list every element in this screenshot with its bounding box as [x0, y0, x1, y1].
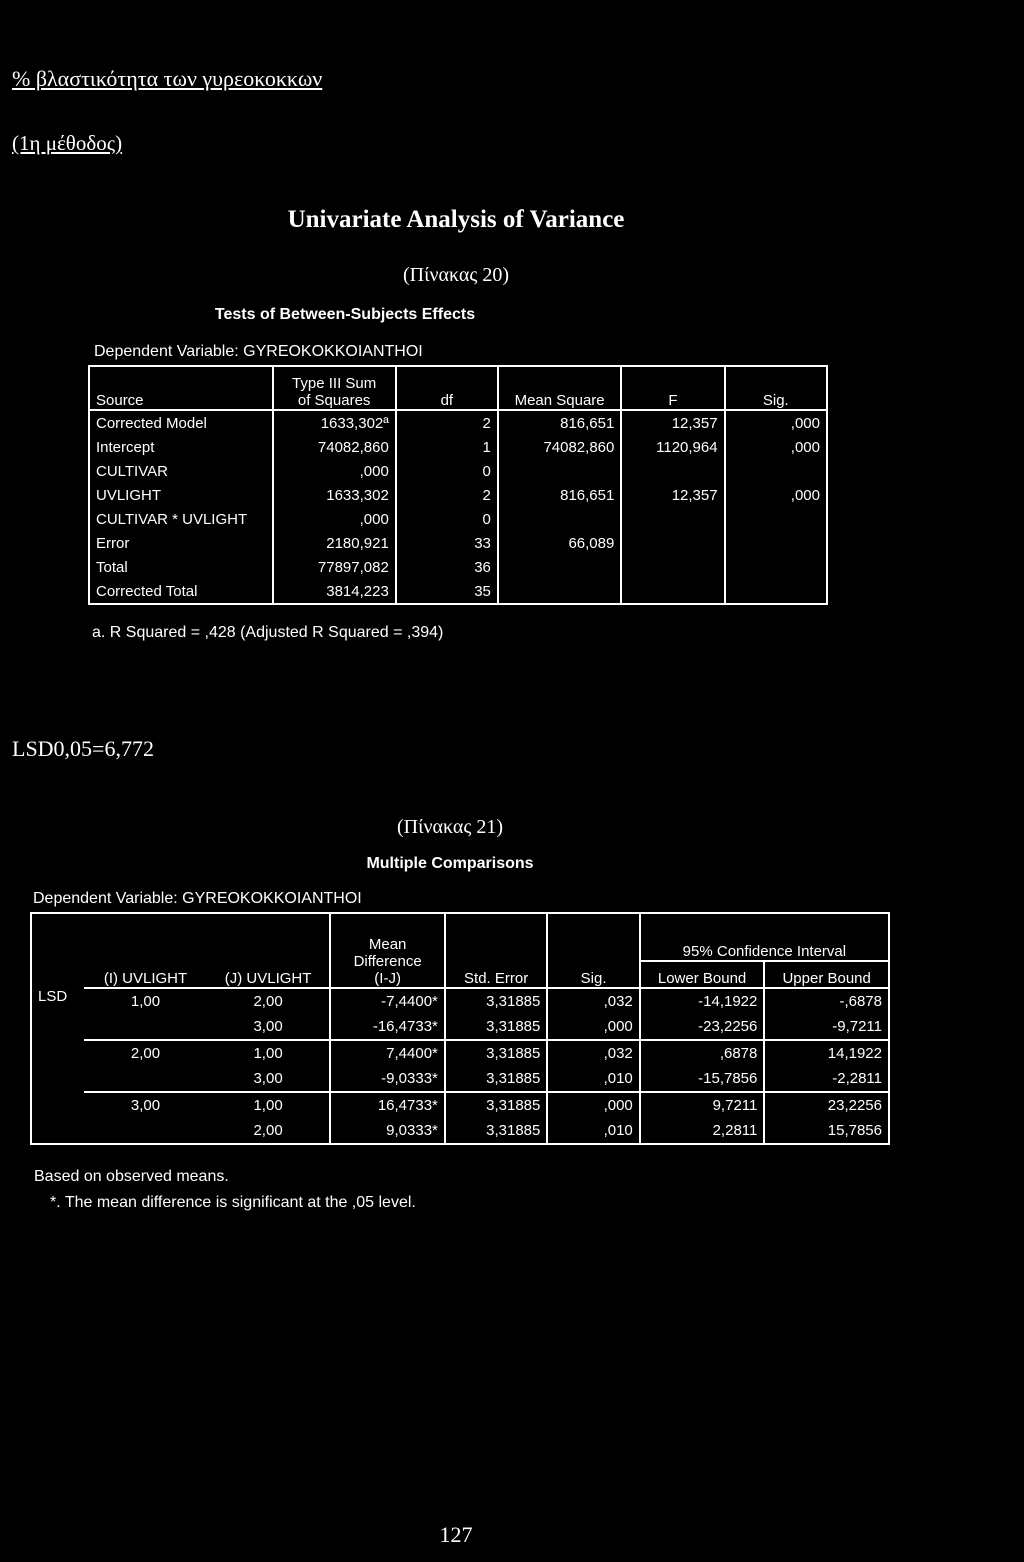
row-df: 33: [396, 531, 498, 555]
row-sig: ,032: [547, 988, 639, 1014]
row-source: Corrected Model: [89, 410, 273, 435]
row-source: UVLIGHT: [89, 483, 273, 507]
table20-row: [89, 555, 827, 579]
row-method: LSD: [38, 988, 68, 1005]
page-title: Univariate Analysis of Variance: [287, 206, 625, 233]
row-ss: ,000: [359, 510, 389, 528]
row-ms: 816,651: [498, 410, 621, 435]
row-ms: [498, 579, 621, 604]
table21-row: [31, 1092, 889, 1118]
table20-header-row: [89, 366, 827, 410]
col-ci: 95% Confidence Interval: [640, 913, 889, 961]
col-ss-line2: of Squares: [297, 392, 371, 409]
row-f: [621, 531, 724, 555]
row-mean-diff: -16,4733*: [330, 1014, 445, 1040]
row-ss: 74082,860: [317, 438, 389, 456]
row-lower: -23,2256: [640, 1014, 765, 1040]
table20-row: [89, 435, 827, 459]
row-df: 35: [396, 579, 498, 604]
col-df: df: [396, 366, 498, 410]
row-sig: ,000: [725, 483, 827, 507]
row-std-error: 3,31885: [445, 1092, 547, 1118]
table20-row: [89, 507, 827, 531]
col-ms: Mean Square: [498, 366, 621, 410]
table20-row: [89, 410, 827, 435]
row-ss: 1633,302: [326, 486, 389, 504]
row-i: [84, 1118, 207, 1144]
table21-row: [31, 1118, 889, 1144]
table20-footnote: a. R Squared = ,428 (Adjusted R Squared = ,394): [92, 624, 444, 641]
row-std-error: 3,31885: [445, 1040, 547, 1066]
row-j: 2,00: [253, 993, 283, 1010]
row-upper: -9,7211: [764, 1014, 889, 1040]
table21-footnote-significance: *. The mean difference is significant at the ,05 level.: [50, 1194, 416, 1211]
col-sig: Sig.: [547, 913, 639, 988]
table20-caption: (Πίνακας 20): [403, 264, 509, 286]
row-mean-diff: 7,4400*: [330, 1040, 445, 1066]
row-std-error: 3,31885: [445, 1014, 547, 1040]
table21-caption: (Πίνακας 21): [397, 816, 503, 838]
row-upper: -,6878: [764, 988, 889, 1014]
col-ss-line1: Type III Sum: [292, 375, 377, 392]
row-ms: 816,651: [498, 483, 621, 507]
table20-row: [89, 483, 827, 507]
row-sig: ,010: [547, 1066, 639, 1092]
col-source: Source: [89, 366, 273, 410]
lsd-value: LSD0,05=6,772: [12, 736, 154, 761]
row-ss: ,000: [359, 462, 389, 480]
table20-dependent-variable: Dependent Variable: GYREOKOKKOIANTHOI: [94, 343, 423, 360]
row-sig: ,032: [547, 1040, 639, 1066]
col-std-error: Std. Error: [445, 913, 547, 988]
row-sig: [725, 555, 827, 579]
row-i: [84, 1066, 207, 1092]
row-sig: ,000: [725, 410, 827, 435]
row-sig: [725, 579, 827, 604]
row-lower: -15,7856: [640, 1066, 765, 1092]
row-source: Intercept: [89, 435, 273, 459]
method-heading: (1η μέθοδος): [12, 131, 123, 155]
row-f: 12,357: [621, 483, 724, 507]
table21-row: [31, 1040, 889, 1066]
row-j: 3,00: [207, 1066, 331, 1092]
row-mean-diff: 16,4733*: [330, 1092, 445, 1118]
row-f: 12,357: [621, 410, 724, 435]
section-heading: % βλαστικότητα των γυρεοκοκκων: [12, 66, 323, 91]
row-sig: ,000: [547, 1014, 639, 1040]
table21-row: [31, 1066, 889, 1092]
row-i: 2,00: [130, 1045, 161, 1062]
row-ms: 74082,860: [498, 435, 621, 459]
row-j: 1,00: [253, 1097, 283, 1114]
row-std-error: 3,31885: [445, 1118, 547, 1144]
row-f: 1120,964: [621, 435, 724, 459]
row-ss: 1633,302ª: [320, 414, 389, 432]
table20-row: [89, 579, 827, 604]
table20-title: Tests of Between-Subjects Effects: [214, 306, 476, 323]
row-source: CULTIVAR * UVLIGHT: [89, 507, 273, 531]
row-df: 0: [396, 507, 498, 531]
row-ss: 2180,921: [326, 534, 389, 552]
table21-row: [31, 988, 889, 1014]
row-f: [621, 507, 724, 531]
table21-header-row1: [31, 913, 889, 961]
multiple-comparisons-table: [30, 912, 890, 1145]
table21-dependent-variable: Dependent Variable: GYREOKOKKOIANTHOI: [33, 890, 362, 907]
row-f: [621, 459, 724, 483]
row-ms: [498, 459, 621, 483]
col-j: (J) UVLIGHT: [207, 913, 331, 988]
col-method: [31, 913, 84, 988]
col-md-line2: Difference: [353, 953, 422, 970]
table21-row: [31, 1014, 889, 1040]
row-upper: 23,2256: [764, 1092, 889, 1118]
col-i: (I) UVLIGHT: [84, 913, 207, 988]
table20-row: [89, 531, 827, 555]
row-i: 3,00: [130, 1097, 161, 1114]
col-md-line1: Mean: [368, 936, 407, 953]
row-ms: [498, 507, 621, 531]
row-df: 0: [396, 459, 498, 483]
table21-title: Multiple Comparisons: [366, 855, 534, 872]
row-j: 2,00: [253, 1122, 283, 1139]
table21-footnote-basis: Based on observed means.: [34, 1168, 229, 1185]
row-source: CULTIVAR: [89, 459, 273, 483]
col-md-line3: (I-J): [374, 970, 401, 987]
row-source: Error: [89, 531, 273, 555]
row-ms: [498, 555, 621, 579]
col-ss: [273, 366, 396, 410]
row-sig: [725, 459, 827, 483]
row-sig: ,010: [547, 1118, 639, 1144]
row-sig: ,000: [547, 1092, 639, 1118]
row-upper: 14,1922: [764, 1040, 889, 1066]
row-source: Corrected Total: [89, 579, 273, 604]
row-j: 3,00: [207, 1014, 331, 1040]
row-df: 36: [396, 555, 498, 579]
row-lower: -14,1922: [640, 988, 765, 1014]
page-number: 127: [439, 1522, 473, 1547]
row-f: [621, 555, 724, 579]
row-j: 1,00: [253, 1045, 283, 1062]
between-subjects-table: [88, 365, 828, 605]
row-mean-diff: -9,0333*: [330, 1066, 445, 1092]
row-upper: -2,2811: [764, 1066, 889, 1092]
col-sig: Sig.: [725, 366, 827, 410]
row-df: 1: [396, 435, 498, 459]
row-upper: 15,7856: [764, 1118, 889, 1144]
row-sig: ,000: [725, 435, 827, 459]
row-i: [84, 1014, 207, 1040]
row-ss: 77897,082: [317, 558, 389, 576]
row-sig: [725, 531, 827, 555]
row-mean-diff: -7,4400*: [330, 988, 445, 1014]
row-lower: ,6878: [640, 1040, 765, 1066]
row-df: 2: [396, 410, 498, 435]
row-f: [621, 579, 724, 604]
col-mean-diff: [330, 913, 445, 988]
table20-row: [89, 459, 827, 483]
row-std-error: 3,31885: [445, 988, 547, 1014]
row-lower: 9,7211: [640, 1092, 765, 1118]
row-source: Total: [89, 555, 273, 579]
row-lower: 2,2811: [640, 1118, 765, 1144]
row-i: 1,00: [130, 993, 161, 1010]
row-sig: [725, 507, 827, 531]
col-upper: Upper Bound: [764, 961, 889, 988]
row-df: 2: [396, 483, 498, 507]
col-lower: Lower Bound: [640, 961, 765, 988]
col-f: F: [621, 366, 724, 410]
row-std-error: 3,31885: [445, 1066, 547, 1092]
row-ss: 3814,223: [326, 582, 389, 600]
row-ms: 66,089: [498, 531, 621, 555]
row-mean-diff: 9,0333*: [330, 1118, 445, 1144]
